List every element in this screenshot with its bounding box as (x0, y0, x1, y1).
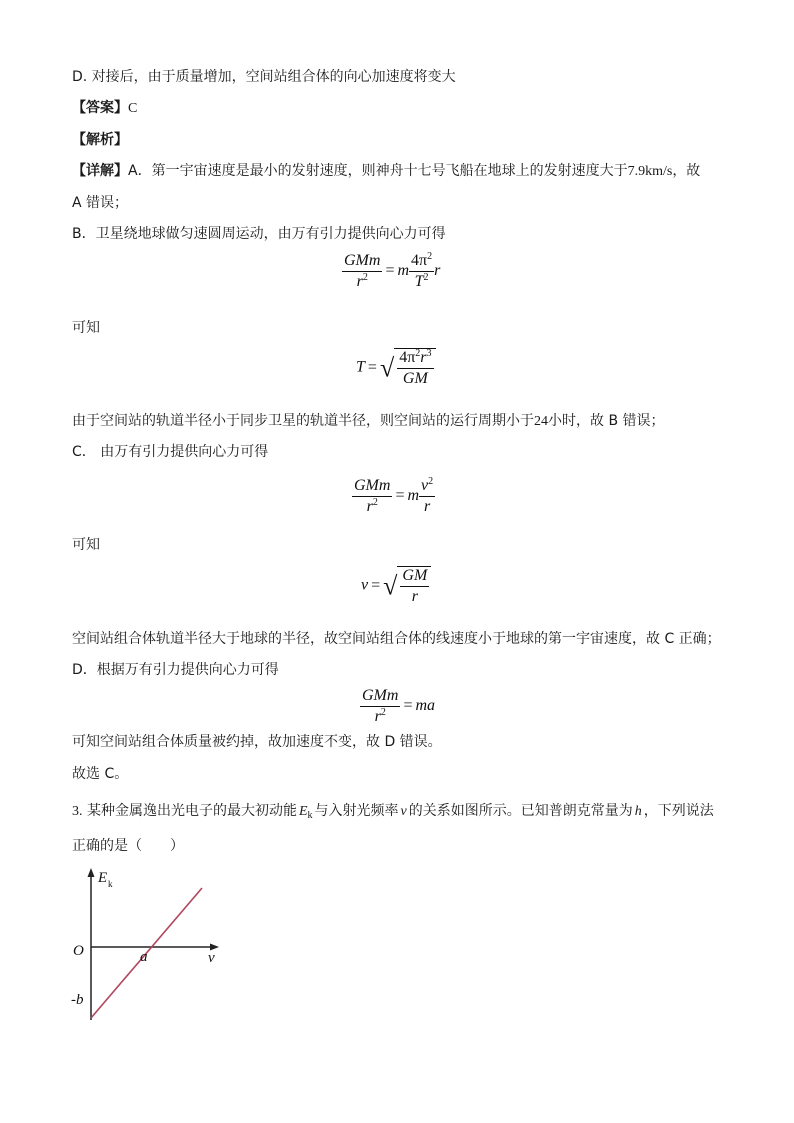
ek-symbol: $E_k$ (298, 804, 313, 821)
formula-gravitation-velocity: $\frac{\text{GMm}}{r^2}$ = m $\frac{v^2}{r}$ (354, 476, 434, 515)
y-axis-label: E (98, 870, 108, 886)
option-d: D. 对接后，由于质量增加，空间站组合体的向心加速度将变大 (72, 69, 456, 85)
kezhi-1: 可知 (72, 320, 100, 336)
nu-symbol: ν (400, 804, 407, 819)
detail-a-text: A．第一宇宙速度是最小的发射速度，则神舟十七号飞船在地球上的发射速度大于 (128, 163, 628, 179)
ek-frequency-graph (64, 860, 264, 1030)
formula-acceleration: $\frac{\text{GMm}}{r^2}$ = ma (362, 687, 436, 725)
question-3-cont: 正确的是（ ） (72, 838, 184, 854)
detail-c: C． 由万有引力提供向心力可得 (72, 444, 269, 460)
detail-label: 【详解】 (72, 163, 128, 179)
question-3: 3. 某种金属逸出光电子的最大初动能 $E_k$ 与入射光频率 ν 的关系如图所示。已知普朗克常量为 h ，下列说法 (72, 803, 714, 821)
answer-value: C (128, 101, 138, 116)
detail-c-conclusion: 空间站组合体轨道半径大于地球的半径，故空间站组合体的线速度小于地球的第一宇宙速度，故 C 正确； (72, 631, 721, 647)
detail-a-speed: 7.9km/s (627, 164, 673, 179)
detail-b-conclusion: 由于空间站的轨道半径小于同步卫星的轨道半径，则空间站的运行周期小于24小时，故 B 错误； (72, 413, 665, 429)
formula-gravitation-period: $\frac{\text{GMm}}{r^2}$ = m $\frac{4\pi^2}{T^2}$ r (344, 251, 441, 290)
y-axis-arrow (88, 868, 95, 877)
detail-a-text-2: ，故 (672, 163, 701, 179)
y-intercept-label: -b (71, 992, 84, 1008)
answer (72, 98, 137, 119)
x-intercept-label: a (140, 949, 148, 965)
detail-a-cont: A 错误； (72, 195, 129, 211)
y-axis-subscript: k (108, 879, 113, 889)
x-axis-label: ν (208, 950, 215, 966)
formula-period: T = √ $\frac{4\pi^2r^3}{GM}$ (356, 348, 436, 388)
question-number: 3. (72, 804, 83, 819)
origin-label: O (73, 943, 84, 959)
answer-label: 【答案】 (72, 100, 128, 116)
kezhi-2: 可知 (72, 537, 100, 553)
analysis-label: 【解析】 (72, 132, 128, 148)
formula-velocity: v = √ $\frac{GM}{r}$ (361, 566, 431, 606)
final-choice: 故选 C。 (72, 766, 129, 782)
h-symbol: h (634, 804, 642, 819)
detail-b: B．卫星绕地球做匀速圆周运动，由万有引力提供向心力可得 (72, 226, 446, 242)
detail-d: D．根据万有引力提供向心力可得 (72, 662, 279, 678)
hours-value: 24 (534, 414, 548, 429)
detail-d-conclusion: 可知空间站组合体质量被约掉，故加速度不变，故 D 错误。 (72, 734, 442, 750)
detail-a (72, 161, 700, 182)
